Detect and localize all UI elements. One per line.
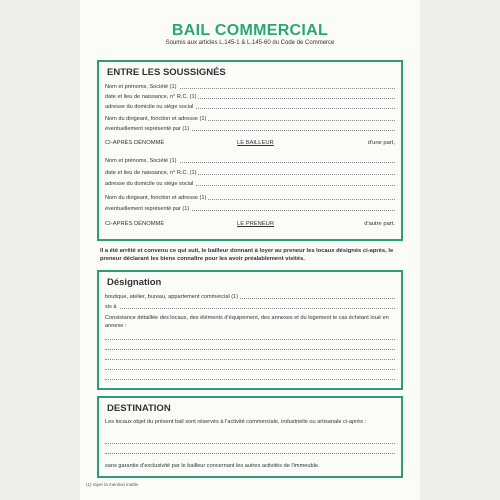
intro-paragraph: Il a été arrêté et convenu ce qui suit, le bailleur donnant à loyer au preneur les locaux désignés ci-après, le preneur déclarant les biens connaître pour les avoir préalablement visités. — [100, 248, 394, 262]
preneur-birth-field[interactable]: date et lieu de naissance, n° R.C. (1) — [105, 170, 395, 176]
preneur-representative-field[interactable]: éventuellement représenté par (1) — [105, 206, 395, 212]
consistance-line[interactable] — [105, 358, 395, 360]
activity-line[interactable] — [105, 442, 395, 444]
form-title: BAIL COMMERCIAL — [171, 22, 329, 39]
destination-text: Les locaux objet du présent bail sont réservés à l'activité commerciale, industrielle ou artisanale ci-après : — [105, 419, 366, 425]
premises-location-field[interactable]: sis à — [105, 304, 395, 310]
soussignes-section — [97, 60, 403, 241]
denom-label: CI-APRÈS DÉNOMMÉ — [105, 140, 165, 146]
consistance-line[interactable] — [105, 348, 395, 350]
bailleur-name-field[interactable]: Nom et prénoms, Société (1) — [105, 84, 395, 90]
bailleur-address-field[interactable]: adresse du domicile ou siège social — [105, 104, 395, 110]
form-subtitle: Soumis aux articles L.145-1 & L.145-60 du Code de Commerce — [165, 40, 335, 46]
preneur-director-field[interactable]: Nom du dirigeant, fonction et adresse (1) — [105, 195, 395, 201]
preneur-address-field[interactable]: adresse du domicile ou siège social — [105, 181, 395, 187]
preneur-name-field[interactable]: Nom et prénoms, Société (1) — [105, 158, 395, 164]
bailleur-representative-field[interactable]: éventuellement représenté par (1) — [105, 126, 395, 132]
bailleur-director-field[interactable]: Nom du dirigeant, fonction et adresse (1) — [105, 116, 395, 122]
preneur-role: LE PRENEUR — [237, 221, 275, 227]
consistance-line[interactable] — [105, 368, 395, 370]
designation-section — [97, 270, 403, 390]
destination-section — [97, 396, 403, 478]
activity-line[interactable] — [105, 452, 395, 454]
bailleur-role: LE BAILLEUR — [237, 140, 274, 146]
destination-title: DESTINATION — [107, 403, 171, 414]
designation-title: Désignation — [107, 277, 162, 288]
denom-part: d'autre part. — [364, 221, 395, 227]
form-page — [80, 0, 420, 500]
consistance-line[interactable] — [105, 338, 395, 340]
consistance-text: Consistance détaillée des locaux, des éléments d'équipement, des annexes et du logement le cas échéant loué en annexe : — [105, 315, 389, 329]
destination-closing: sans garantie d'exclusivité par le bailleur concernant les autres activités de l'immeuble. — [105, 463, 320, 469]
bailleur-birth-field[interactable]: date et lieu de naissance, n° R.C. (1) — [105, 94, 395, 100]
soussignes-title: ENTRE LES SOUSSIGNÉS — [107, 67, 226, 78]
premises-type-field[interactable]: boutique, atelier, bureau, appartement commercial (1) — [105, 294, 395, 300]
denom-part: d'une part, — [367, 140, 395, 146]
consistance-line[interactable] — [105, 378, 395, 380]
footer-note: (1) rayer la mention inutile. — [86, 482, 140, 487]
denom-label: CI-APRÈS DÉNOMMÉ — [105, 221, 165, 227]
